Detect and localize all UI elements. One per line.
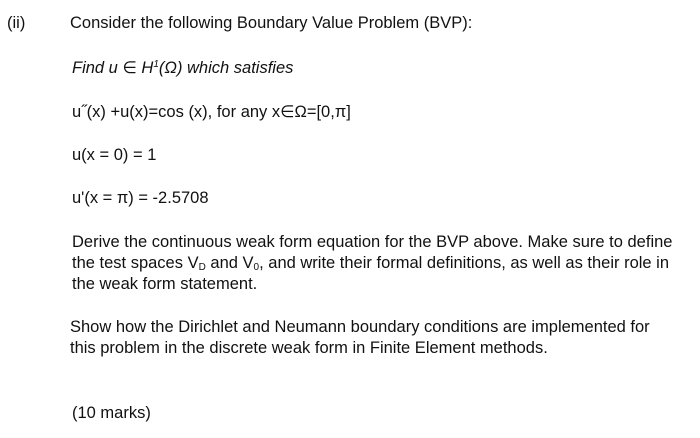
- marks: (10 marks): [72, 404, 151, 422]
- differential-equation: u˝(x) +u(x)=cos (x), for any x∈Ω=[0,π]: [72, 103, 351, 121]
- find-statement-post: (Ω) which satisfies: [158, 59, 294, 77]
- task-boundary-conditions: Show how the Dirichlet and Neumann boundary conditions are implemented for this problem in the discrete weak form in Finite Element methods.: [70, 318, 650, 357]
- find-statement: [72, 58, 293, 78]
- question-intro: Consider the following Boundary Value Problem (BVP):: [70, 14, 473, 32]
- neumann-boundary-condition: u'(x = π) = -2.5708: [72, 189, 209, 207]
- task-weak-form-part1: Derive the continuous weak form equation for the BVP above. Make sure to define the test spaces V: [72, 233, 673, 272]
- find-statement-pre: Find u ∈ H: [72, 59, 154, 77]
- question-label: (ii): [7, 14, 26, 32]
- task-weak-form-part2: and V: [205, 254, 254, 272]
- sobolev-exponent: 1: [153, 59, 159, 70]
- task-weak-form-part3: , and write their formal definitions, as well as their role in the weak form statement.: [72, 254, 670, 293]
- subscript-d: D: [198, 262, 206, 273]
- dirichlet-boundary-condition: u(x = 0) = 1: [72, 146, 157, 164]
- task-weak-form: [72, 232, 684, 295]
- subscript-0: 0: [253, 262, 260, 273]
